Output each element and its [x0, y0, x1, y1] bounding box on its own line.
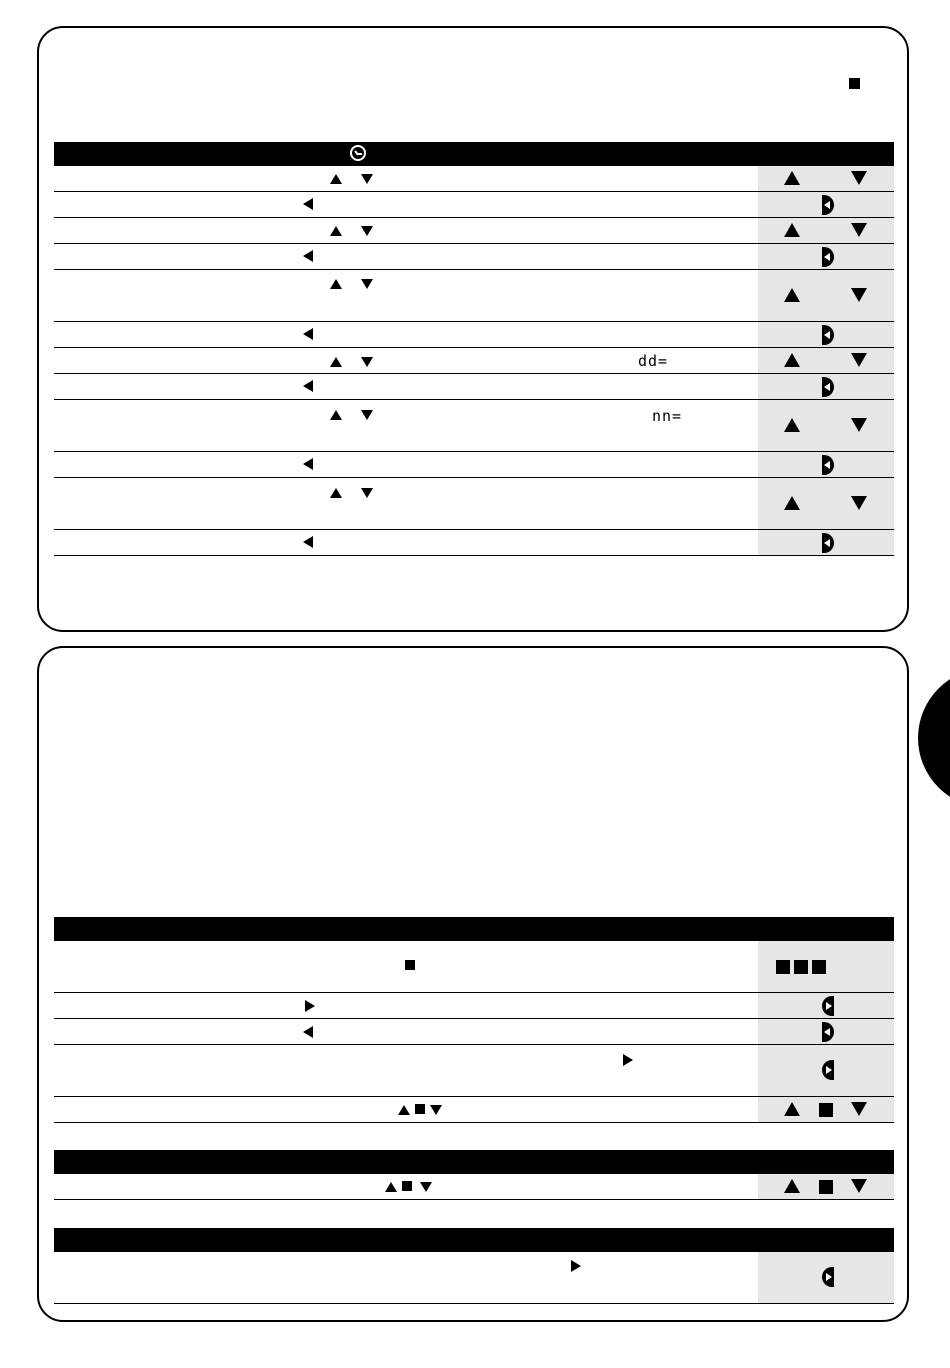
button-cell [758, 166, 894, 191]
table-header [54, 1150, 894, 1174]
button-cell [758, 1252, 894, 1303]
arrow-up-icon [330, 226, 342, 236]
arrow-down-icon [851, 496, 867, 510]
stop-icon [819, 1103, 833, 1117]
table-row [54, 993, 894, 1019]
arrow-down-icon [361, 357, 373, 367]
clock-setting-table [54, 142, 894, 556]
arrow-down-icon [430, 1105, 442, 1115]
table-row [54, 1252, 894, 1304]
right-button-icon [822, 996, 834, 1016]
operation-table-2 [54, 1150, 894, 1200]
table-row [54, 270, 894, 322]
arrow-down-icon [851, 1102, 867, 1116]
table-row [54, 348, 894, 374]
table-row [54, 1045, 894, 1097]
lcd-month-label: nn= [652, 407, 683, 425]
button-cell [758, 400, 894, 451]
table-row [54, 530, 894, 556]
arrow-left-icon [303, 536, 313, 548]
arrow-down-icon [420, 1182, 432, 1192]
lcd-day-label: dd= [638, 352, 669, 370]
stop-icon [405, 960, 415, 970]
table-header [54, 142, 894, 166]
button-cell [758, 1097, 894, 1122]
arrow-down-icon [361, 174, 373, 184]
stop-icon [849, 78, 860, 89]
button-cell [758, 478, 894, 529]
arrow-down-icon [361, 488, 373, 498]
arrow-up-icon [784, 418, 800, 432]
right-button-icon [822, 1267, 834, 1287]
button-cell [758, 270, 894, 321]
arrow-up-icon [784, 353, 800, 367]
table-row [54, 166, 894, 192]
button-cell [758, 530, 894, 555]
table-row [54, 1174, 894, 1200]
arrow-right-icon [305, 1000, 315, 1012]
stop-icon [794, 960, 808, 974]
arrow-down-icon [361, 410, 373, 420]
button-cell [758, 192, 894, 217]
arrow-up-icon [330, 357, 342, 367]
arrow-down-icon [851, 223, 867, 237]
stop-icon [812, 960, 826, 974]
button-cell [758, 1019, 894, 1044]
left-button-icon [822, 247, 834, 267]
stop-icon [415, 1104, 425, 1114]
table-row [54, 374, 894, 400]
arrow-up-icon [385, 1182, 397, 1192]
section-tab [918, 668, 950, 808]
arrow-up-icon [784, 288, 800, 302]
arrow-down-icon [361, 226, 373, 236]
button-cell [758, 1045, 894, 1096]
arrow-up-icon [398, 1105, 410, 1115]
button-cell [758, 244, 894, 269]
operation-table-1 [54, 917, 894, 1123]
arrow-down-icon [361, 279, 373, 289]
arrow-up-icon [784, 223, 800, 237]
stop-icon [402, 1181, 412, 1191]
arrow-down-icon [851, 418, 867, 432]
left-button-icon [822, 325, 834, 345]
arrow-up-icon [330, 488, 342, 498]
table-row [54, 478, 894, 530]
arrow-left-icon [303, 1026, 313, 1038]
button-cell [758, 1174, 894, 1199]
left-button-icon [822, 195, 834, 215]
stop-icon [819, 1180, 833, 1194]
left-button-icon [822, 533, 834, 553]
button-cell [758, 322, 894, 347]
left-button-icon [822, 377, 834, 397]
button-cell [758, 993, 894, 1018]
table-row [54, 400, 894, 452]
arrow-down-icon [851, 171, 867, 185]
arrow-right-icon [623, 1054, 633, 1066]
clock-icon [350, 145, 366, 161]
table-row [54, 1097, 894, 1123]
arrow-up-icon [330, 174, 342, 184]
operation-table-3 [54, 1228, 894, 1304]
button-cell [758, 452, 894, 477]
table-header [54, 1228, 894, 1252]
arrow-left-icon [303, 198, 313, 210]
arrow-up-icon [784, 1102, 800, 1116]
arrow-up-icon [784, 171, 800, 185]
arrow-left-icon [303, 458, 313, 470]
button-cell [758, 218, 894, 243]
table-row [54, 192, 894, 218]
button-cell [758, 348, 894, 373]
table-row [54, 941, 894, 993]
arrow-down-icon [851, 353, 867, 367]
table-row [54, 218, 894, 244]
arrow-up-icon [784, 1179, 800, 1193]
stop-icon [776, 960, 790, 974]
table-row [54, 1019, 894, 1045]
arrow-down-icon [851, 1179, 867, 1193]
left-button-icon [822, 455, 834, 475]
arrow-up-icon [330, 410, 342, 420]
arrow-left-icon [303, 328, 313, 340]
right-button-icon [822, 1060, 834, 1080]
table-row [54, 244, 894, 270]
button-cell [758, 941, 894, 992]
arrow-left-icon [303, 380, 313, 392]
arrow-up-icon [784, 496, 800, 510]
left-button-icon [822, 1022, 834, 1042]
arrow-up-icon [330, 279, 342, 289]
table-row [54, 322, 894, 348]
arrow-right-icon [571, 1260, 581, 1272]
table-row [54, 452, 894, 478]
arrow-down-icon [851, 288, 867, 302]
button-cell [758, 374, 894, 399]
arrow-left-icon [303, 250, 313, 262]
table-header [54, 917, 894, 941]
